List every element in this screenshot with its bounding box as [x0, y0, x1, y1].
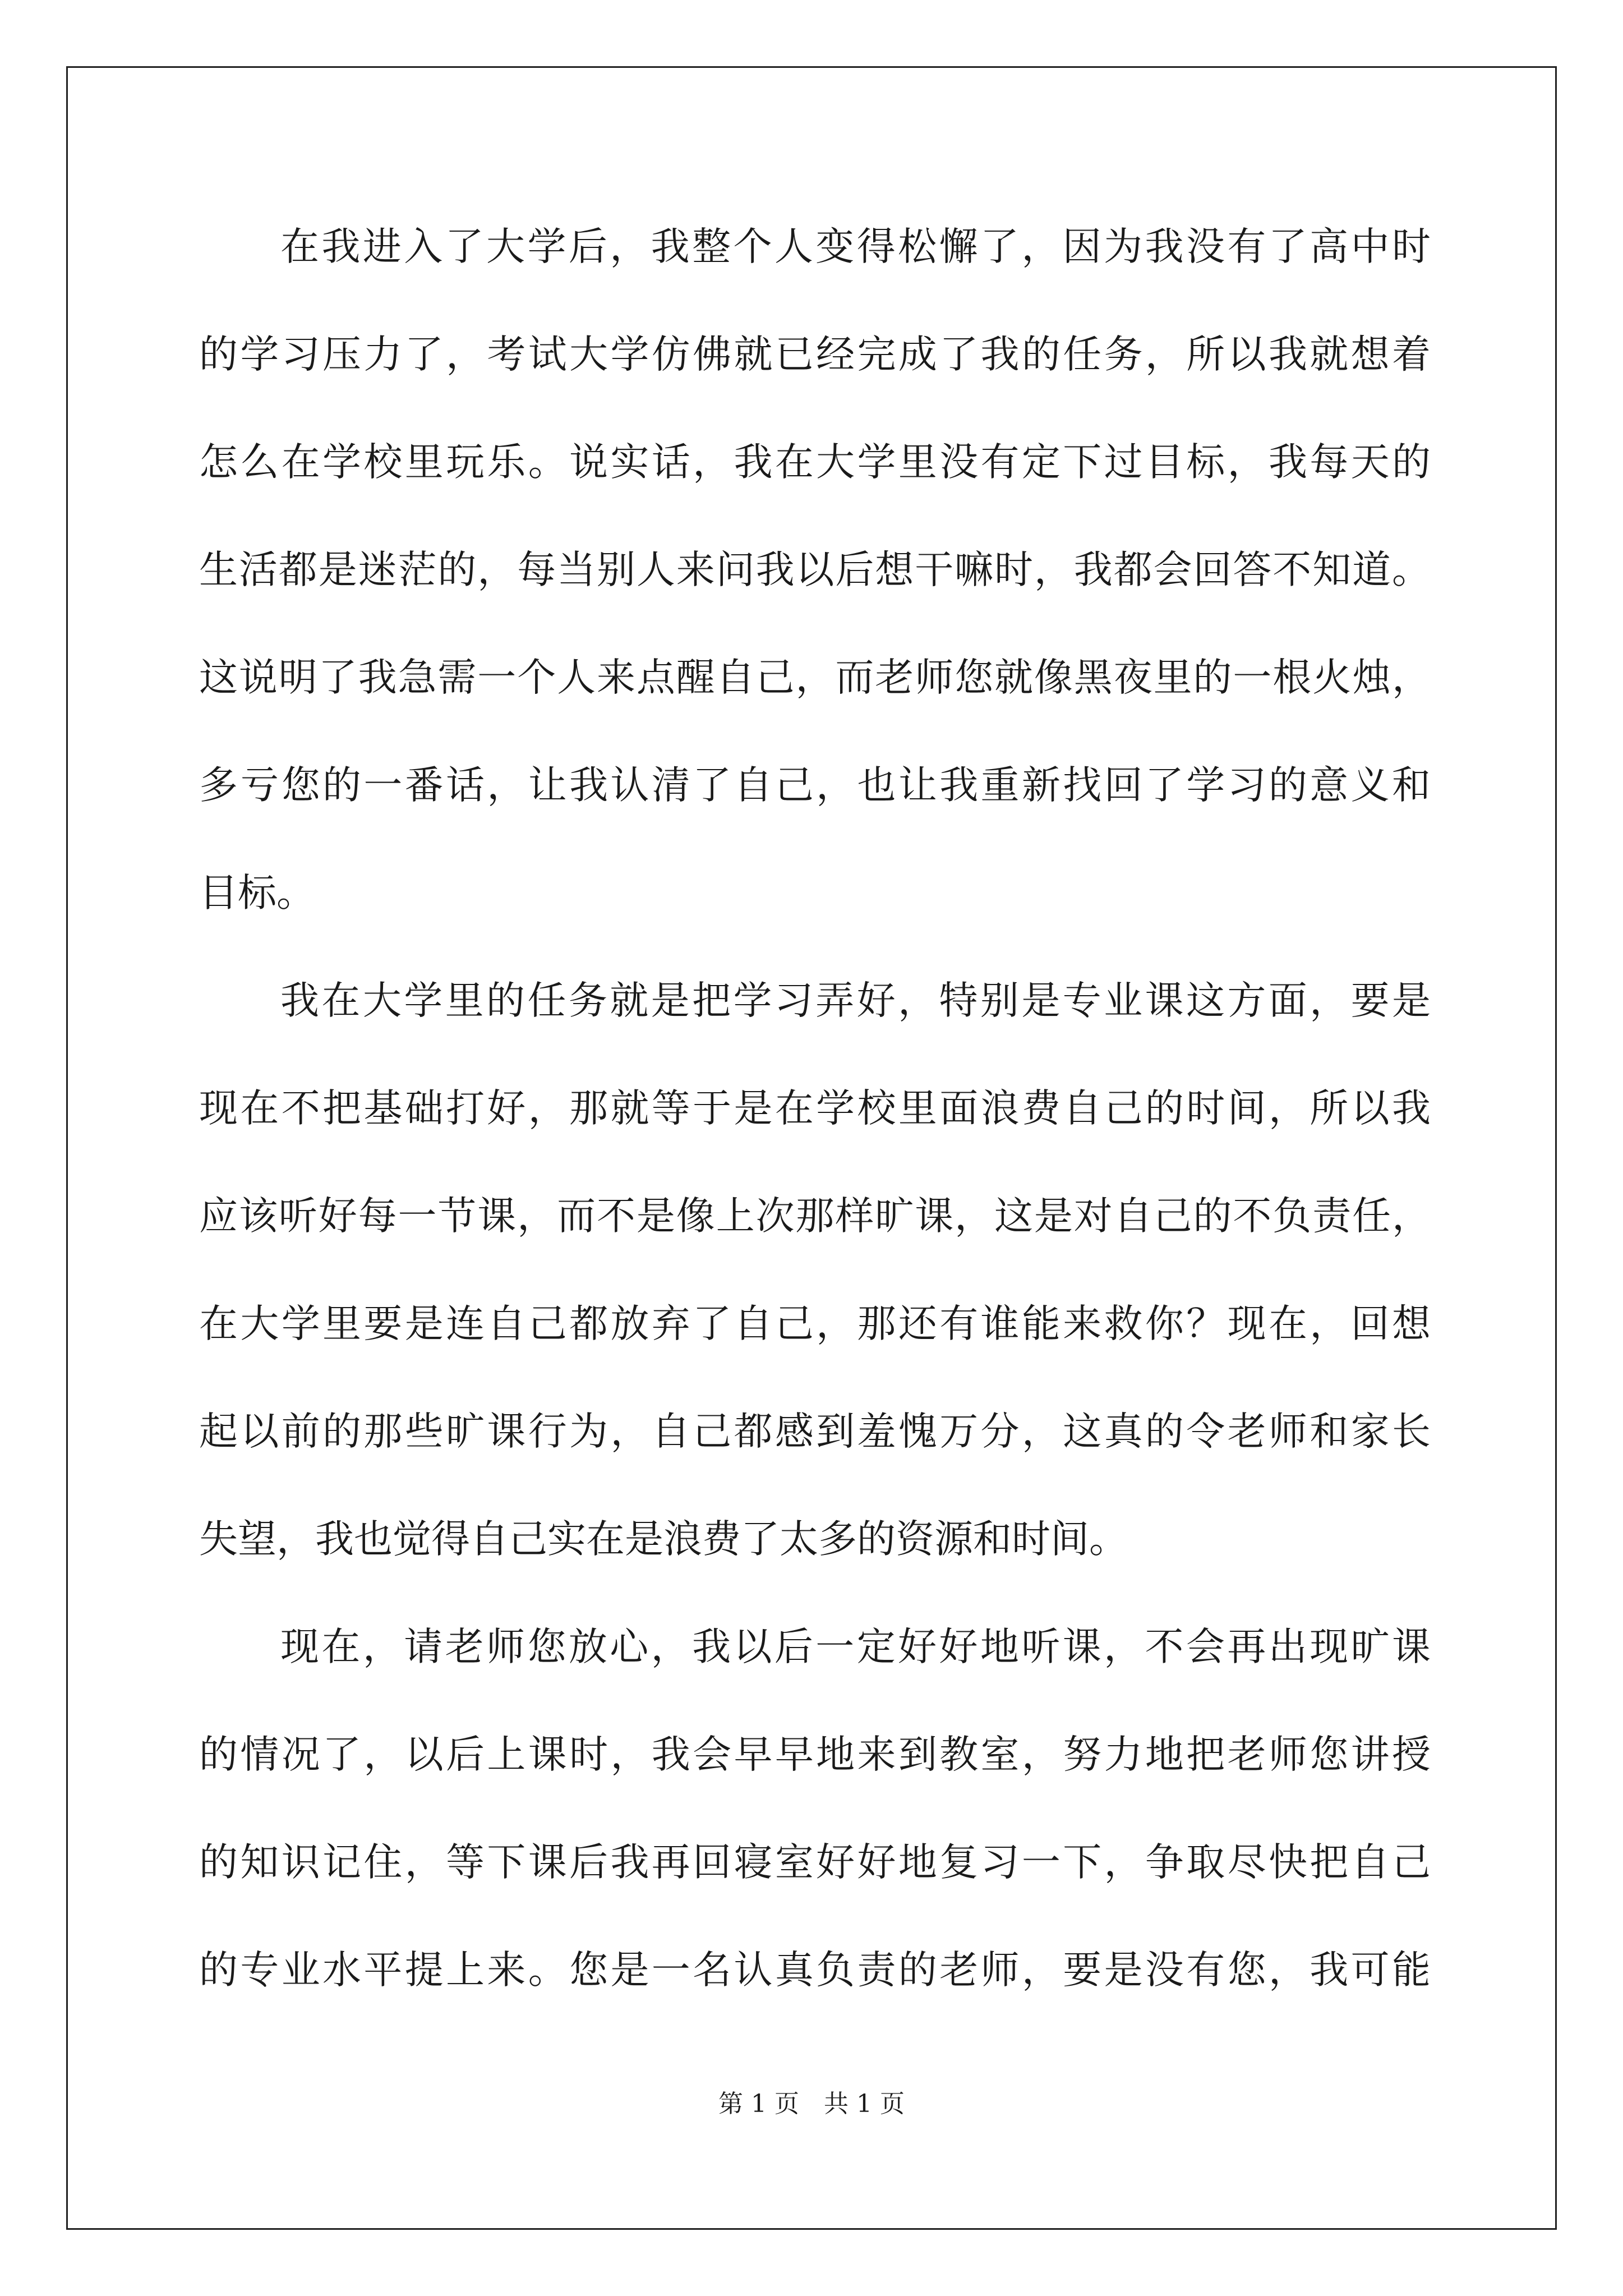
paragraph-1-line-6: 多亏您的一番话，让我认清了自己，也让我重新找回了学习的意义和	[199, 763, 1431, 808]
paragraph-3-line-3: 的知识记住，等下课后我再回寝室好好地复习一下，争取尽快把自己	[199, 1840, 1431, 1885]
paragraph-2-line-4: 在大学里要是连自己都放弃了自己，那还有谁能来救你？现在，回想	[199, 1301, 1431, 1346]
paragraph-2-line-6: 失望，我也觉得自己实在是浪费了太多的资源和时间。	[199, 1517, 1128, 1562]
paragraph-3-line-1: 现在，请老师您放心，我以后一定好好地听课，不会再出现旷课	[280, 1625, 1431, 1669]
page-border	[66, 66, 1557, 2230]
paragraph-1-line-3: 怎么在学校里玩乐。说实话，我在大学里没有定下过目标，我每天的	[199, 440, 1431, 485]
paragraph-2-line-1: 我在大学里的任务就是把学习弄好，特别是专业课这方面，要是	[280, 978, 1431, 1023]
paragraph-1-line-1: 在我进入了大学后，我整个人变得松懈了，因为我没有了高中时	[280, 224, 1431, 269]
paragraph-1-line-2: 的学习压力了，考试大学仿佛就已经完成了我的任务，所以我就想着	[199, 332, 1431, 377]
page-number-footer: 第 1 页 共 1 页	[718, 2090, 905, 2118]
paragraph-3-line-2: 的情况了，以后上课时，我会早早地来到教室，努力地把老师您讲授	[199, 1732, 1431, 1777]
paragraph-1-line-5: 这说明了我急需一个人来点醒自己，而老师您就像黑夜里的一根火烛，	[199, 655, 1431, 700]
paragraph-2-line-3: 应该听好每一节课，而不是像上次那样旷课，这是对自己的不负责任，	[199, 1194, 1431, 1239]
paragraph-2-line-5: 起以前的那些旷课行为，自己都感到羞愧万分，这真的令老师和家长	[199, 1409, 1431, 1454]
paragraph-1-line-7: 目标。	[199, 871, 315, 915]
paragraph-1-line-4: 生活都是迷茫的，每当别人来问我以后想干嘛时，我都会回答不知道。	[199, 547, 1431, 592]
paragraph-3-line-4: 的专业水平提上来。您是一名认真负责的老师，要是没有您，我可能	[199, 1948, 1431, 1993]
paragraph-2-line-2: 现在不把基础打好，那就等于是在学校里面浪费自己的时间，所以我	[199, 1086, 1431, 1131]
